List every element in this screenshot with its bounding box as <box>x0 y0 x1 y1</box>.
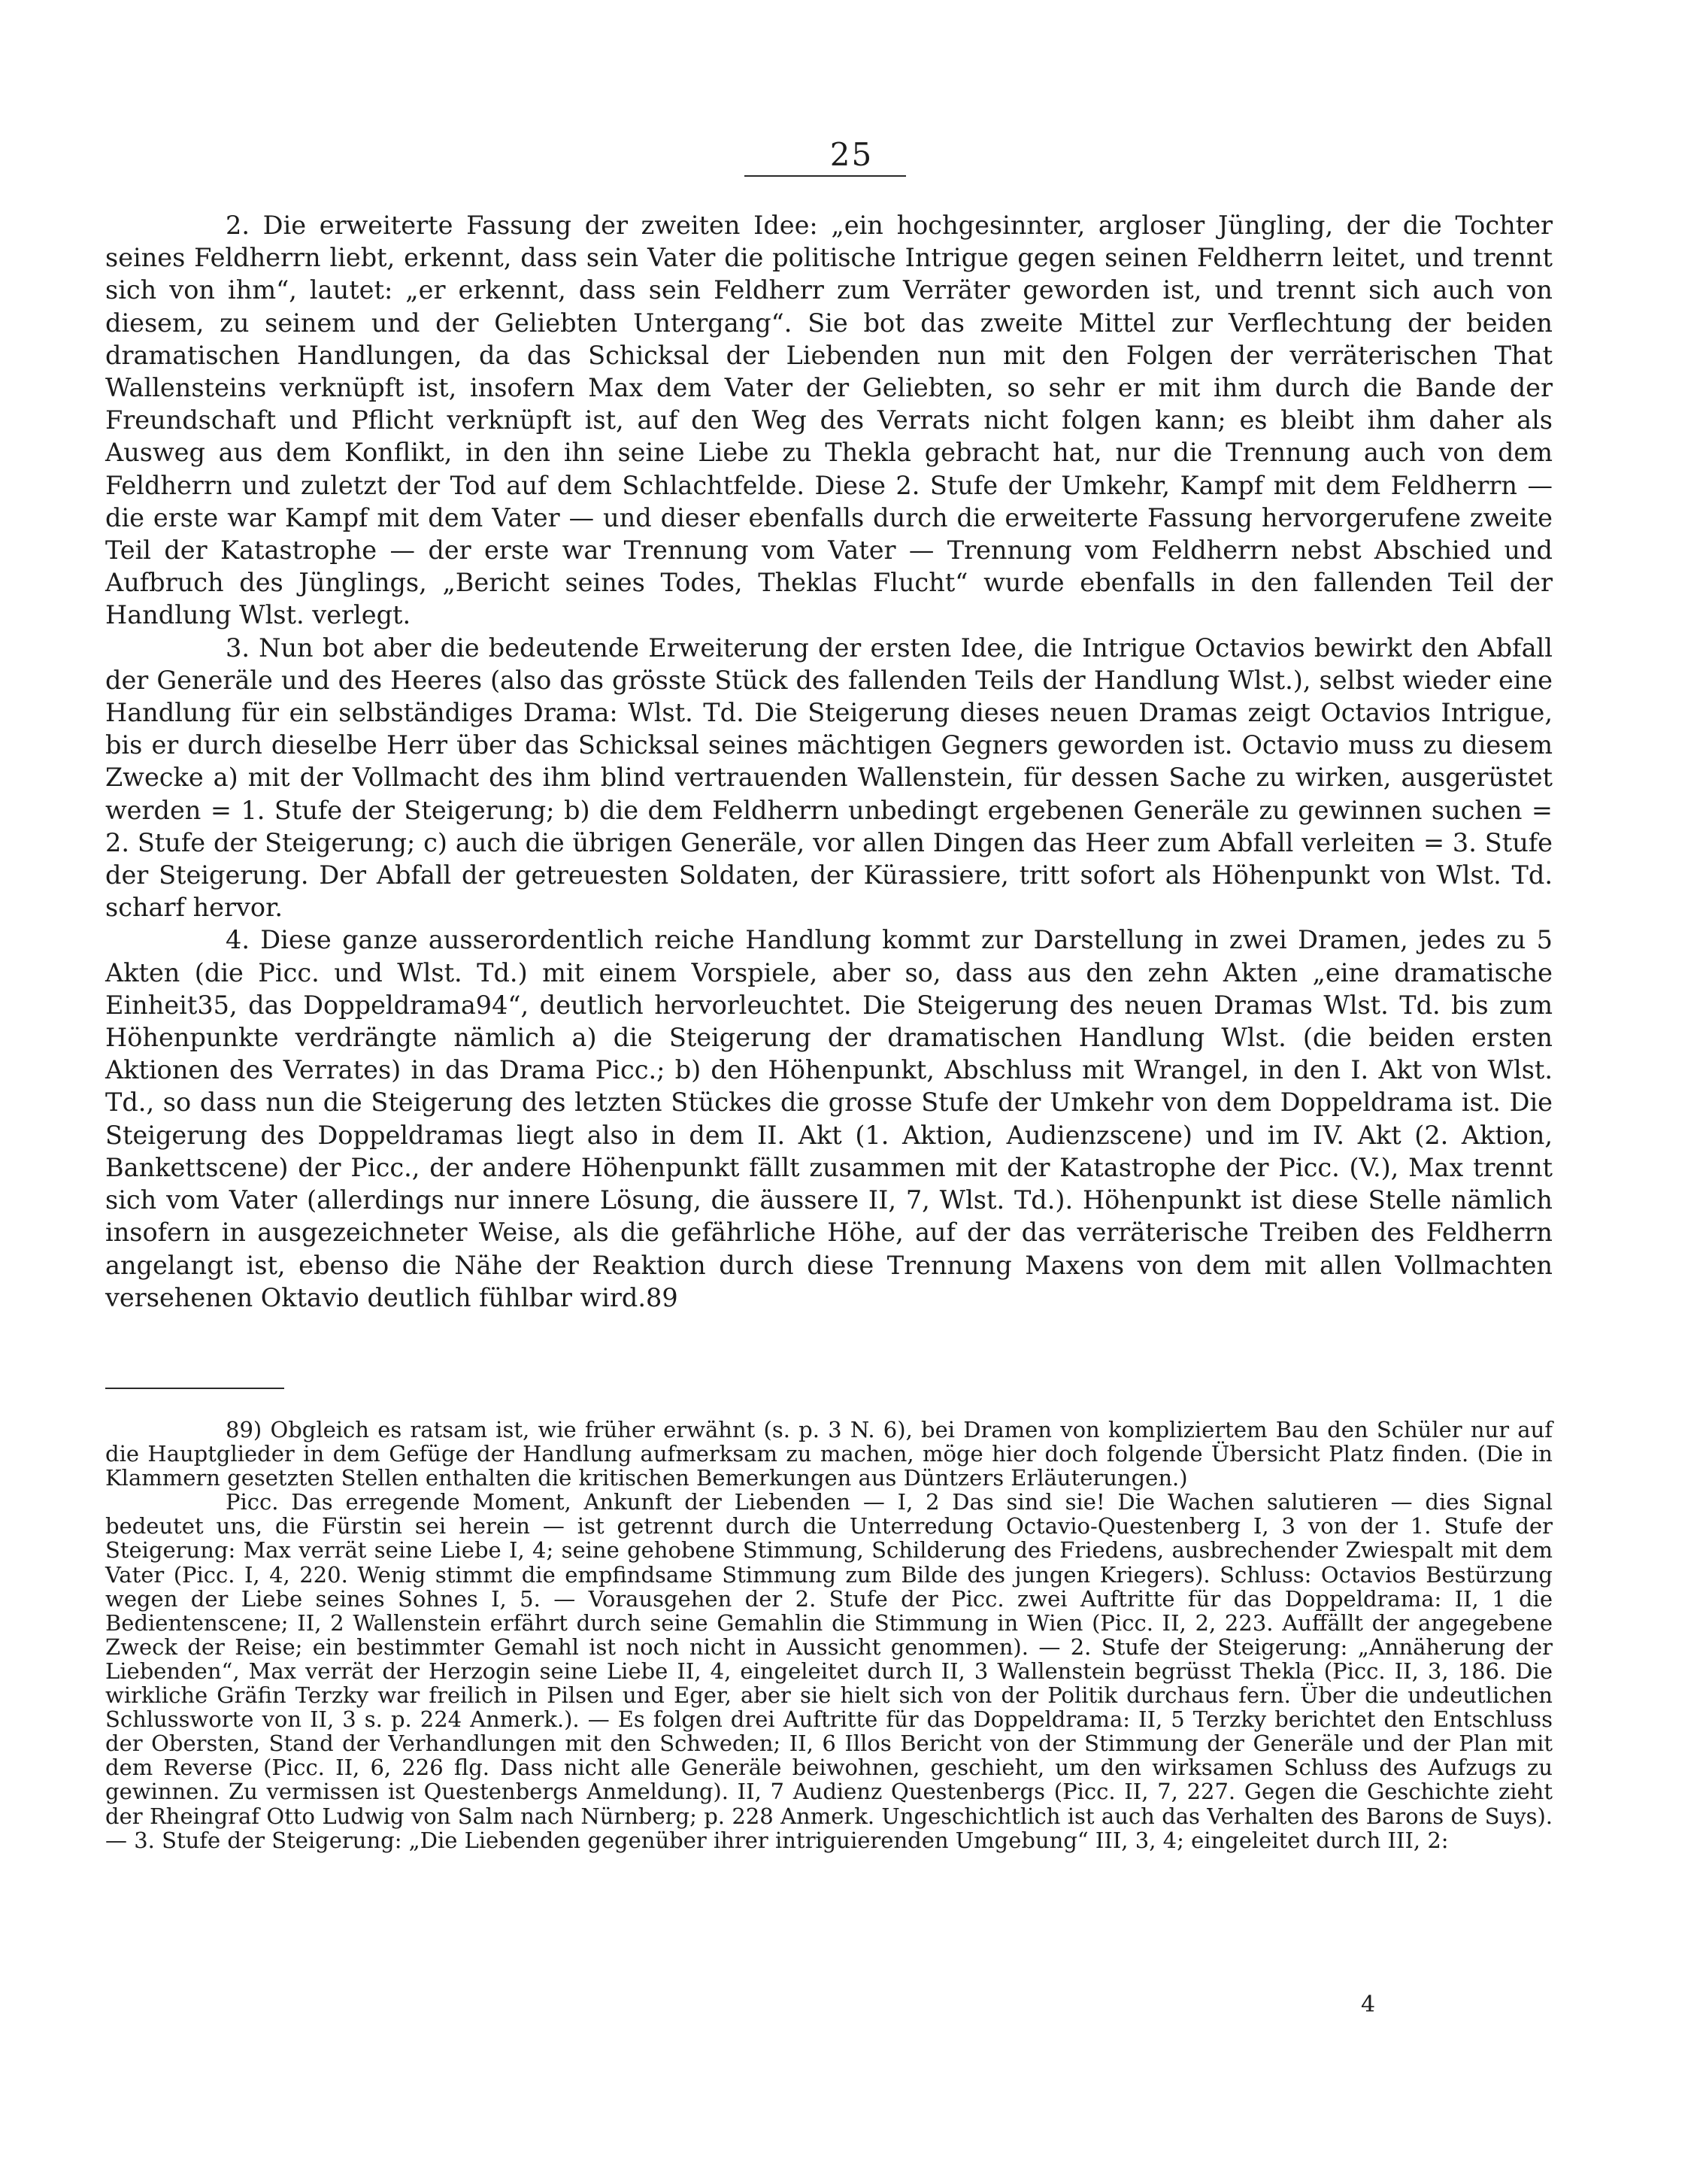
signature-mark: 4 <box>1361 1991 1376 2018</box>
header-rule <box>744 175 906 177</box>
paragraph: 3. Nun bot aber die bedeutende Erweiterung der ersten Idee, die Intrigue Octavios bewirkt den Abfall der Generäle und des Heeres (also das grösste Stück des fallenden Teils der Handlung Wlst.), selbst wieder eine Handlung für ein selbständiges Drama: Wlst. Td. Die Steigerung dieses neuen Dramas zeigt Octavios Intrigue, bis er durch dieselbe Herr über das Schicksal seines mächtigen Gegners geworden ist. Octavio muss zu diesem Zwecke a) mit der Vollmacht des ihm blind vertrauenden Wallenstein, für dessen Sache zu wirken, ausgerüstet werden = 1. Stufe der Steigerung; b) die dem Feldherrn unbedingt ergebenen Generäle zu gewinnen suchen = 2. Stufe der Steigerung; c) auch die übrigen Generäle, vor allen Dingen das Heer zum Abfall verleiten = 3. Stufe der Steigerung. Der Abfall der getreuesten Soldaten, der Kürassiere, tritt sofort als Höhenpunkt von Wlst. Td. scharf hervor. <box>105 632 1553 923</box>
main-text <box>105 209 1553 1314</box>
paragraph: 2. Die erweiterte Fassung der zweiten Idee: „ein hochgesinnter, argloser Jüngling, der die Tochter seines Feldherrn liebt, erkennt, dass sein Vater die politische Intrigue gegen seinen Feldherrn leitet, und trennt sich von ihm“, lautet: „er erkennt, dass sein Feldherr zum Verräter geworden ist, und trennt sich auch von diesem, zu seinem und der Geliebten Untergang“. Sie bot das zweite Mittel zur Verflechtung der beiden dramatischen Handlungen, da das Schicksal der Liebenden nun mit den Folgen der verräterischen That Wallensteins verknüpft ist, insofern Max dem Vater der Geliebten, so sehr er mit ihm durch die Bande der Freundschaft und Pflicht verknüpft ist, auf den Weg des Verrats nicht folgen kann; es bleibt ihm daher als Ausweg aus dem Konflikt, in den ihn seine Liebe zu Thekla gebracht hat, nur die Trennung auch von dem Feldherrn und zuletzt der Tod auf dem Schlachtfelde. Diese 2. Stufe der Umkehr, Kampf mit dem Feldherrn — die erste war Kampf mit dem Vater — und dieser ebenfalls durch die erweiterte Fassung hervorgerufene zweite Teil der Katastrophe — der erste war Trennung vom Vater — Trennung vom Feldherrn nebst Abschied und Aufbruch des Jünglings, „Bericht seines Todes, Theklas Flucht“ wurde ebenfalls in den fallenden Teil der Handlung Wlst. verlegt. <box>105 211 1553 630</box>
footnote: 89) Obgleich es ratsam ist, wie früher erwähnt (s. p. 3 N. 6), bei Dramen von kompliziertem Bau den Schüler nur auf die Hauptglieder in dem Gefüge der Handlung aufmerksam zu machen, möge hier doch folgende Übersicht Platz finden. (Die in Klammern gesetzten Stellen enthalten die kritischen Bemerkungen aus Düntzers Erläuterungen.) <box>105 1417 1553 1491</box>
footnote-rule <box>105 1388 284 1389</box>
footnote: Picc. Das erregende Moment, Ankunft der Liebenden — I, 2 Das sind sie! Die Wachen salutieren — dies Signal bedeutet uns, die Fürstin sei herein — ist getrennt durch die Unterredung Octavio-Questenberg I, 3 von der 1. Stufe der Steigerung: Max verrät seine Liebe I, 4; seine gehobene Stimmung, Schilderung des Friedens, ausbrechender Zwiespalt mit dem Vater (Picc. I, 4, 220. Wenig stimmt die empfindsame Stimmung zum Bilde des jungen Kriegers). Schluss: Octavios Bestürzung wegen der Liebe seines Sohnes I, 5. — Vorausgehen der 2. Stufe der Picc. zwei Auftritte für das Doppeldrama: II, 1 die Bedientenscene; II, 2 Wallenstein erfährt durch seine Gemahlin die Stimmung in Wien (Picc. II, 2, 223. Auffällt der angegebene Zweck der Reise; ein bestimmter Gemahl ist noch nicht in Aussicht genommen). — 2. Stufe der Steigerung: „Annäherung der Liebenden“, Max verrät der Herzogin seine Liebe II, 4, eingeleitet durch II, 3 Wallenstein begrüsst Thekla (Picc. II, 3, 186. Die wirkliche Gräfin Terzky war freilich in Pilsen und Eger, aber sie hielt sich von der Politik durchaus fern. Über die undeutlichen Schlussworte von II, 3 s. p. 224 Anmerk.). — Es folgen drei Auftritte für das Doppeldrama: II, 5 Terzky berichtet den Entschluss der Obersten, Stand der Verhandlungen mit den Schweden; II, 6 Illos Bericht von der Stimmung der Generäle und der Plan mit dem Reverse (Picc. II, 6, 226 flg. Dass nicht alle Generäle beiwohnen, geschieht, um den wirksamen Schluss des Aufzugs zu gewinnen. Zu vermissen ist Questenbergs Anmeldung). II, 7 Audienz Questenbergs (Picc. II, 7, 227. Gegen die Geschichte zieht der Rheingraf Otto Ludwig von Salm nach Nürnberg; p. 228 Anmerk. Ungeschichtlich ist auch das Verhalten des Barons de Suys). — 3. Stufe der Steigerung: „Die Liebenden gegenüber ihrer intriguierenden Umgebung“ III, 3, 4; eingeleitet durch III, 2: <box>105 1489 1553 1853</box>
footnotes <box>105 1418 1553 1852</box>
paragraph: 4. Diese ganze ausserordentlich reiche Handlung kommt zur Darstellung in zwei Dramen, jedes zu 5 Akten (die Picc. und Wlst. Td.) mit einem Vorspiele, aber so, dass aus den zehn Akten „eine dramatische Einheit35, das Doppeldrama94“, deutlich hervorleuchtet. Die Steigerung des neuen Dramas Wlst. Td. bis zum Höhenpunkte verdrängte nämlich a) die Steigerung der dramatischen Handlung Wlst. (die beiden ersten Aktionen des Verrates) in das Drama Picc.; b) den Höhenpunkt, Abschluss mit Wrangel, in den I. Akt von Wlst. Td., so dass nun die Steigerung des letzten Stückes die grosse Stufe der Umkehr von dem Doppeldrama ist. Die Steigerung des Doppeldramas liegt also in dem II. Akt (1. Aktion, Audienzscene) und im IV. Akt (2. Aktion, Bankettscene) der Picc., der andere Höhenpunkt fällt zusammen mit der Katastrophe der Picc. (V.), Max trennt sich vom Vater (allerdings nur innere Lösung, die äussere II, 7, Wlst. Td.). Höhenpunkt ist diese Stelle nämlich insofern in ausgezeichneter Weise, als die gefährliche Höhe, auf der das verräterische Treiben des Feldherrn angelangt ist, ebenso die Nähe der Reaktion durch diese Trennung Maxens von dem mit allen Vollmachten versehenen Oktavio deutlich fühlbar wird.89 <box>105 925 1553 1312</box>
page-number: 25 <box>829 136 874 173</box>
